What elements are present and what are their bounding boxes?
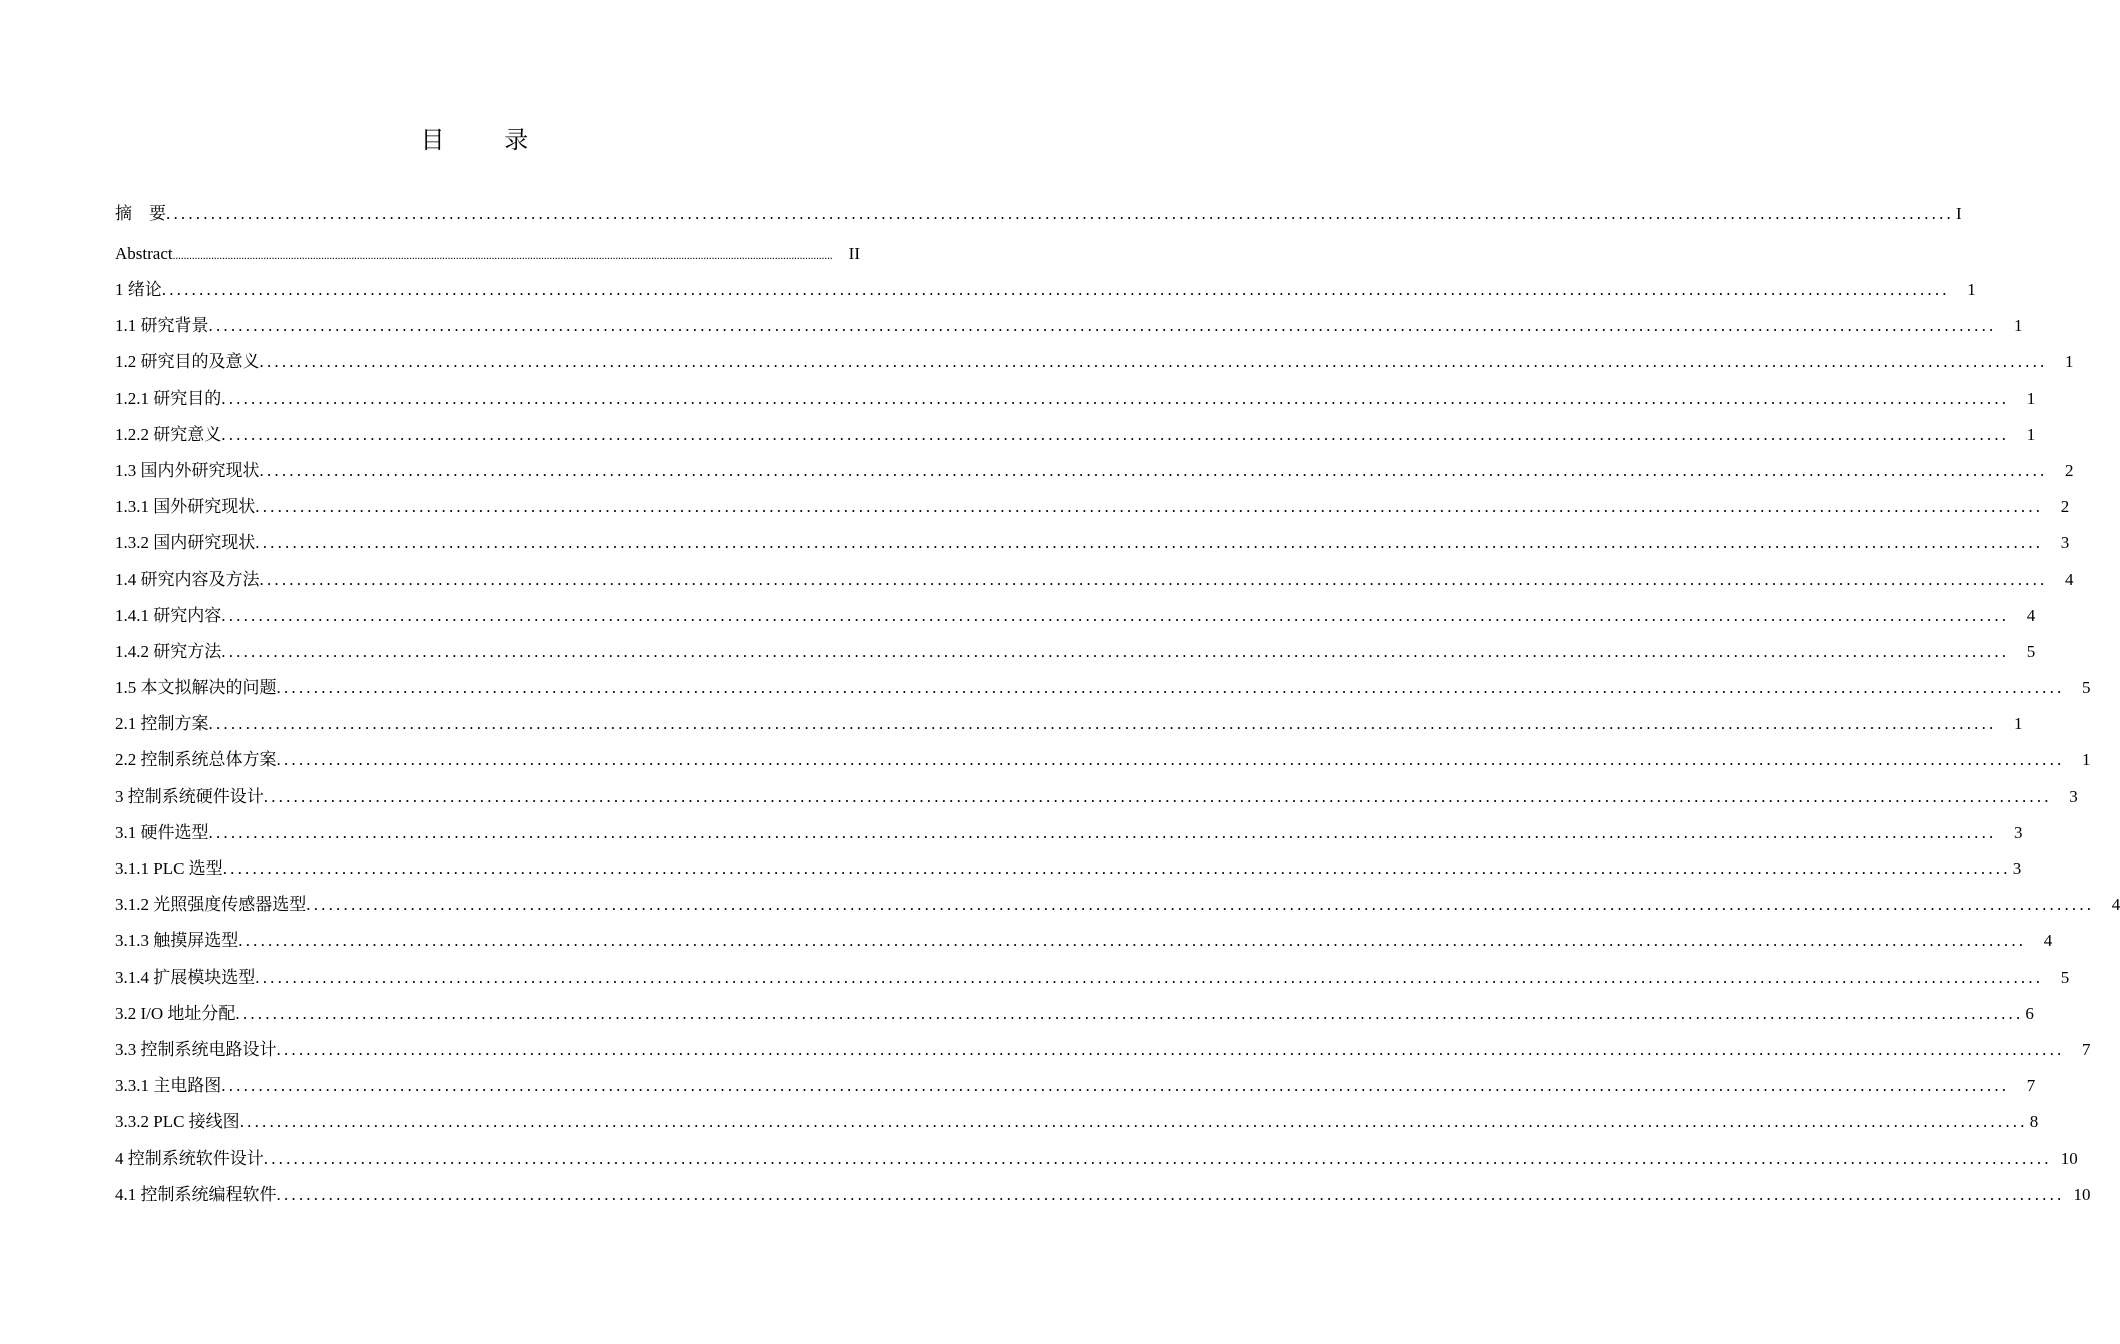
toc-page-number: 3 [2012,859,2022,878]
toc-entry-label: 3.3.2 PLC 接线图 [115,1112,240,1132]
toc-dot-leader: ................................................................................................................................................................................................................................................ [255,533,2044,553]
toc-entry[interactable] [115,670,2091,706]
toc-entry[interactable] [115,779,2078,815]
toc-entry-label: 1.3.1 国外研究现状 [115,497,256,517]
toc-page-number: 3 [2060,533,2070,553]
toc-entry[interactable] [115,887,2120,923]
toc-dot-leader: ................................................................................................................................................................................................................................................ [221,641,2010,661]
toc-dot-leader: ................................................................................................................................................................................................................................................ [166,204,1954,223]
toc-dot-leader: ................................................................................................................................................................................................................................................ [263,786,2052,806]
toc-page-number: 7 [2082,1039,2091,1059]
toc-dot-leader: ................................................................................................................................................................................................................................................ [239,1112,2028,1132]
toc-page-number: 7 [2026,1076,2036,1096]
toc-page-number: 4 [2111,895,2120,915]
toc-page-number: 3 [2014,822,2023,842]
toc-entry[interactable] [115,308,2023,344]
toc-entry-label: 3.1 硬件选型 [115,822,209,842]
toc-entry[interactable] [115,272,1976,308]
toc-dot-leader: ................................................................................................................................................................................................................................................ [208,714,1997,734]
toc-entry-label: 1.4.1 研究内容 [115,605,222,625]
toc-dot-leader: ................................................................................................................................................................................................................................................ [259,569,2048,589]
toc-entry-label: Abstract [115,244,173,263]
toc-entry[interactable] [115,417,2036,453]
toc-page-number: 1 [2026,424,2036,444]
toc-entry[interactable] [115,1032,2091,1068]
toc-entry-label: 1.3 国内外研究现状 [115,460,260,480]
toc-entry[interactable] [115,344,2074,380]
toc-page-number: 4 [2043,931,2053,951]
toc-page-number: 8 [2029,1112,2039,1132]
toc-page-number: 10 [2073,1184,2091,1204]
toc-page-number: 1 [2065,352,2074,372]
toc-entry-label: 2.2 控制系统总体方案 [115,750,277,770]
toc-entry-label: 4.1 控制系统编程软件 [115,1184,277,1204]
toc-page-number: 1 [2014,316,2023,336]
toc-page-number: 1 [2082,750,2091,770]
toc-entry[interactable] [115,1068,2036,1104]
toc-entry-label: 1.4 研究内容及方法 [115,569,260,589]
toc-page-number: 5 [2082,678,2091,698]
toc-dot-leader: ................................................................................................................................................................................................................................................ [235,1003,2024,1023]
toc-dot-leader: ................................................................................................................................................................................................................................................ [255,967,2044,987]
toc-dot-leader: ................................................................................................................................................................................................................................................ [222,859,2011,878]
toc-entry[interactable] [115,1141,2078,1177]
toc-entry[interactable] [115,742,2091,778]
toc-dot-leader: ................................................................................................................................................................................................................................................ [276,1039,2065,1059]
toc-entry[interactable] [115,453,2074,489]
toc-entry-label: 2.1 控制方案 [115,714,209,734]
toc-dot-leader: ................................................................................................................................................................................................................................................ [259,352,2048,372]
toc-dot-leader: ................................................................................................................................................................................................................................................ [276,1184,2065,1204]
toc-entry[interactable] [115,706,2023,742]
toc-entry-label: 1.2.2 研究意义 [115,424,222,444]
toc-page-number: 4 [2026,605,2036,625]
toc-entry-label: 3 控制系统硬件设计 [115,786,264,806]
toc-entry-label: 3.2 I/O 地址分配 [115,1003,236,1023]
toc-dot-leader: ................................................................................................................................................................................................................................................ [263,1148,2052,1168]
toc-entry[interactable] [115,236,860,272]
toc-entry[interactable] [115,489,2070,525]
toc-entry[interactable] [115,598,2036,634]
toc-page-number: 4 [2065,569,2074,589]
toc-entry-label: 3.1.1 PLC 选型 [115,859,223,878]
toc-entry-label: 1.5 本文拟解决的问题 [115,678,277,698]
toc-dot-leader: ................................................................................................................................................................................................................................................ [238,931,2027,951]
toc-dot-leader: ................................................................................................................................................................................................................................................ [221,1076,2010,1096]
toc-page-number: I [1956,204,1962,223]
toc-entry[interactable] [115,923,2053,959]
toc-dot-leader: ................................................................................................................................................................................................................................................ [208,316,1997,336]
toc-entry-label: 3.3.1 主电路图 [115,1076,222,1096]
toc-dot-leader: ................................................................................................................................................................................................................................................ [276,678,2065,698]
toc-entry-label: 1.2.1 研究目的 [115,388,222,408]
toc-dot-leader: ................................................................................................................................................................................................................................................ [255,497,2044,517]
toc-entry-label: 3.1.2 光照强度传感器选型 [115,895,307,915]
toc-page-number: 1 [2026,388,2036,408]
toc-dot-leader: ................................................................................................................................................................................................................................................ [221,605,2010,625]
toc-page-number: 2 [2060,497,2070,517]
toc-dot-leader: ................................................................................................................................................................................................................................................ [276,750,2065,770]
toc-entry[interactable] [115,381,2036,417]
toc-entry[interactable] [115,1104,2039,1140]
toc-page-number: 6 [2025,1003,2034,1023]
toc-dot-leader: ................................................................................................................................................................................................................................................ [208,822,1997,842]
toc-entry[interactable] [115,960,2070,996]
toc-page-number: II [848,244,860,263]
toc-entry[interactable] [115,851,2022,887]
toc-entry-label: 1.3.2 国内研究现状 [115,533,256,553]
toc-dot-leader: ................................................................................................................................................................................................................................................ [161,280,1950,299]
toc-entry[interactable] [115,562,2074,598]
page-title: 目 录 [420,126,555,154]
toc-entry[interactable] [115,196,1962,236]
toc-entry-label: 1 绪论 [115,280,162,299]
toc-entry-label: 1.1 研究背景 [115,316,209,336]
toc-page-number: 5 [2060,967,2070,987]
toc-page-number: 5 [2026,641,2036,661]
table-of-contents [115,196,2120,1213]
toc-dot-leader: ................................................................................................................................................................................................................................................ [221,388,2010,408]
toc-dot-leader: ................................................................................................................................................................................................................................................ [259,460,2048,480]
toc-entry[interactable] [115,996,2034,1032]
toc-entry-label: 3.3 控制系统电路设计 [115,1039,277,1059]
toc-entry[interactable] [115,634,2036,670]
toc-page-number: 2 [2065,460,2074,480]
toc-dot-leader: ................................................................................................................................................................................................................................................ [306,895,2095,915]
toc-page-number: 3 [2069,786,2078,806]
toc-entry-label: 摘 要 [115,204,166,223]
toc-entry[interactable] [115,815,2023,851]
toc-page-number: 1 [2014,714,2023,734]
toc-dot-leader: ................................................................................................................................................................................................................................................ [221,424,2010,444]
toc-page-number: 10 [2060,1148,2078,1168]
toc-entry-label: 1.2 研究目的及意义 [115,352,260,372]
toc-page-number: 1 [1967,280,1976,299]
toc-entry[interactable] [115,525,2070,561]
toc-dot-leader: ................................................................................................................................................................................................................................................ [172,250,833,262]
toc-entry-label: 4 控制系统软件设计 [115,1148,264,1168]
toc-entry[interactable] [115,1177,2091,1213]
toc-entry-label: 3.1.3 触摸屏选型 [115,931,239,951]
toc-entry-label: 3.1.4 扩展模块选型 [115,967,256,987]
toc-entry-label: 1.4.2 研究方法 [115,641,222,661]
